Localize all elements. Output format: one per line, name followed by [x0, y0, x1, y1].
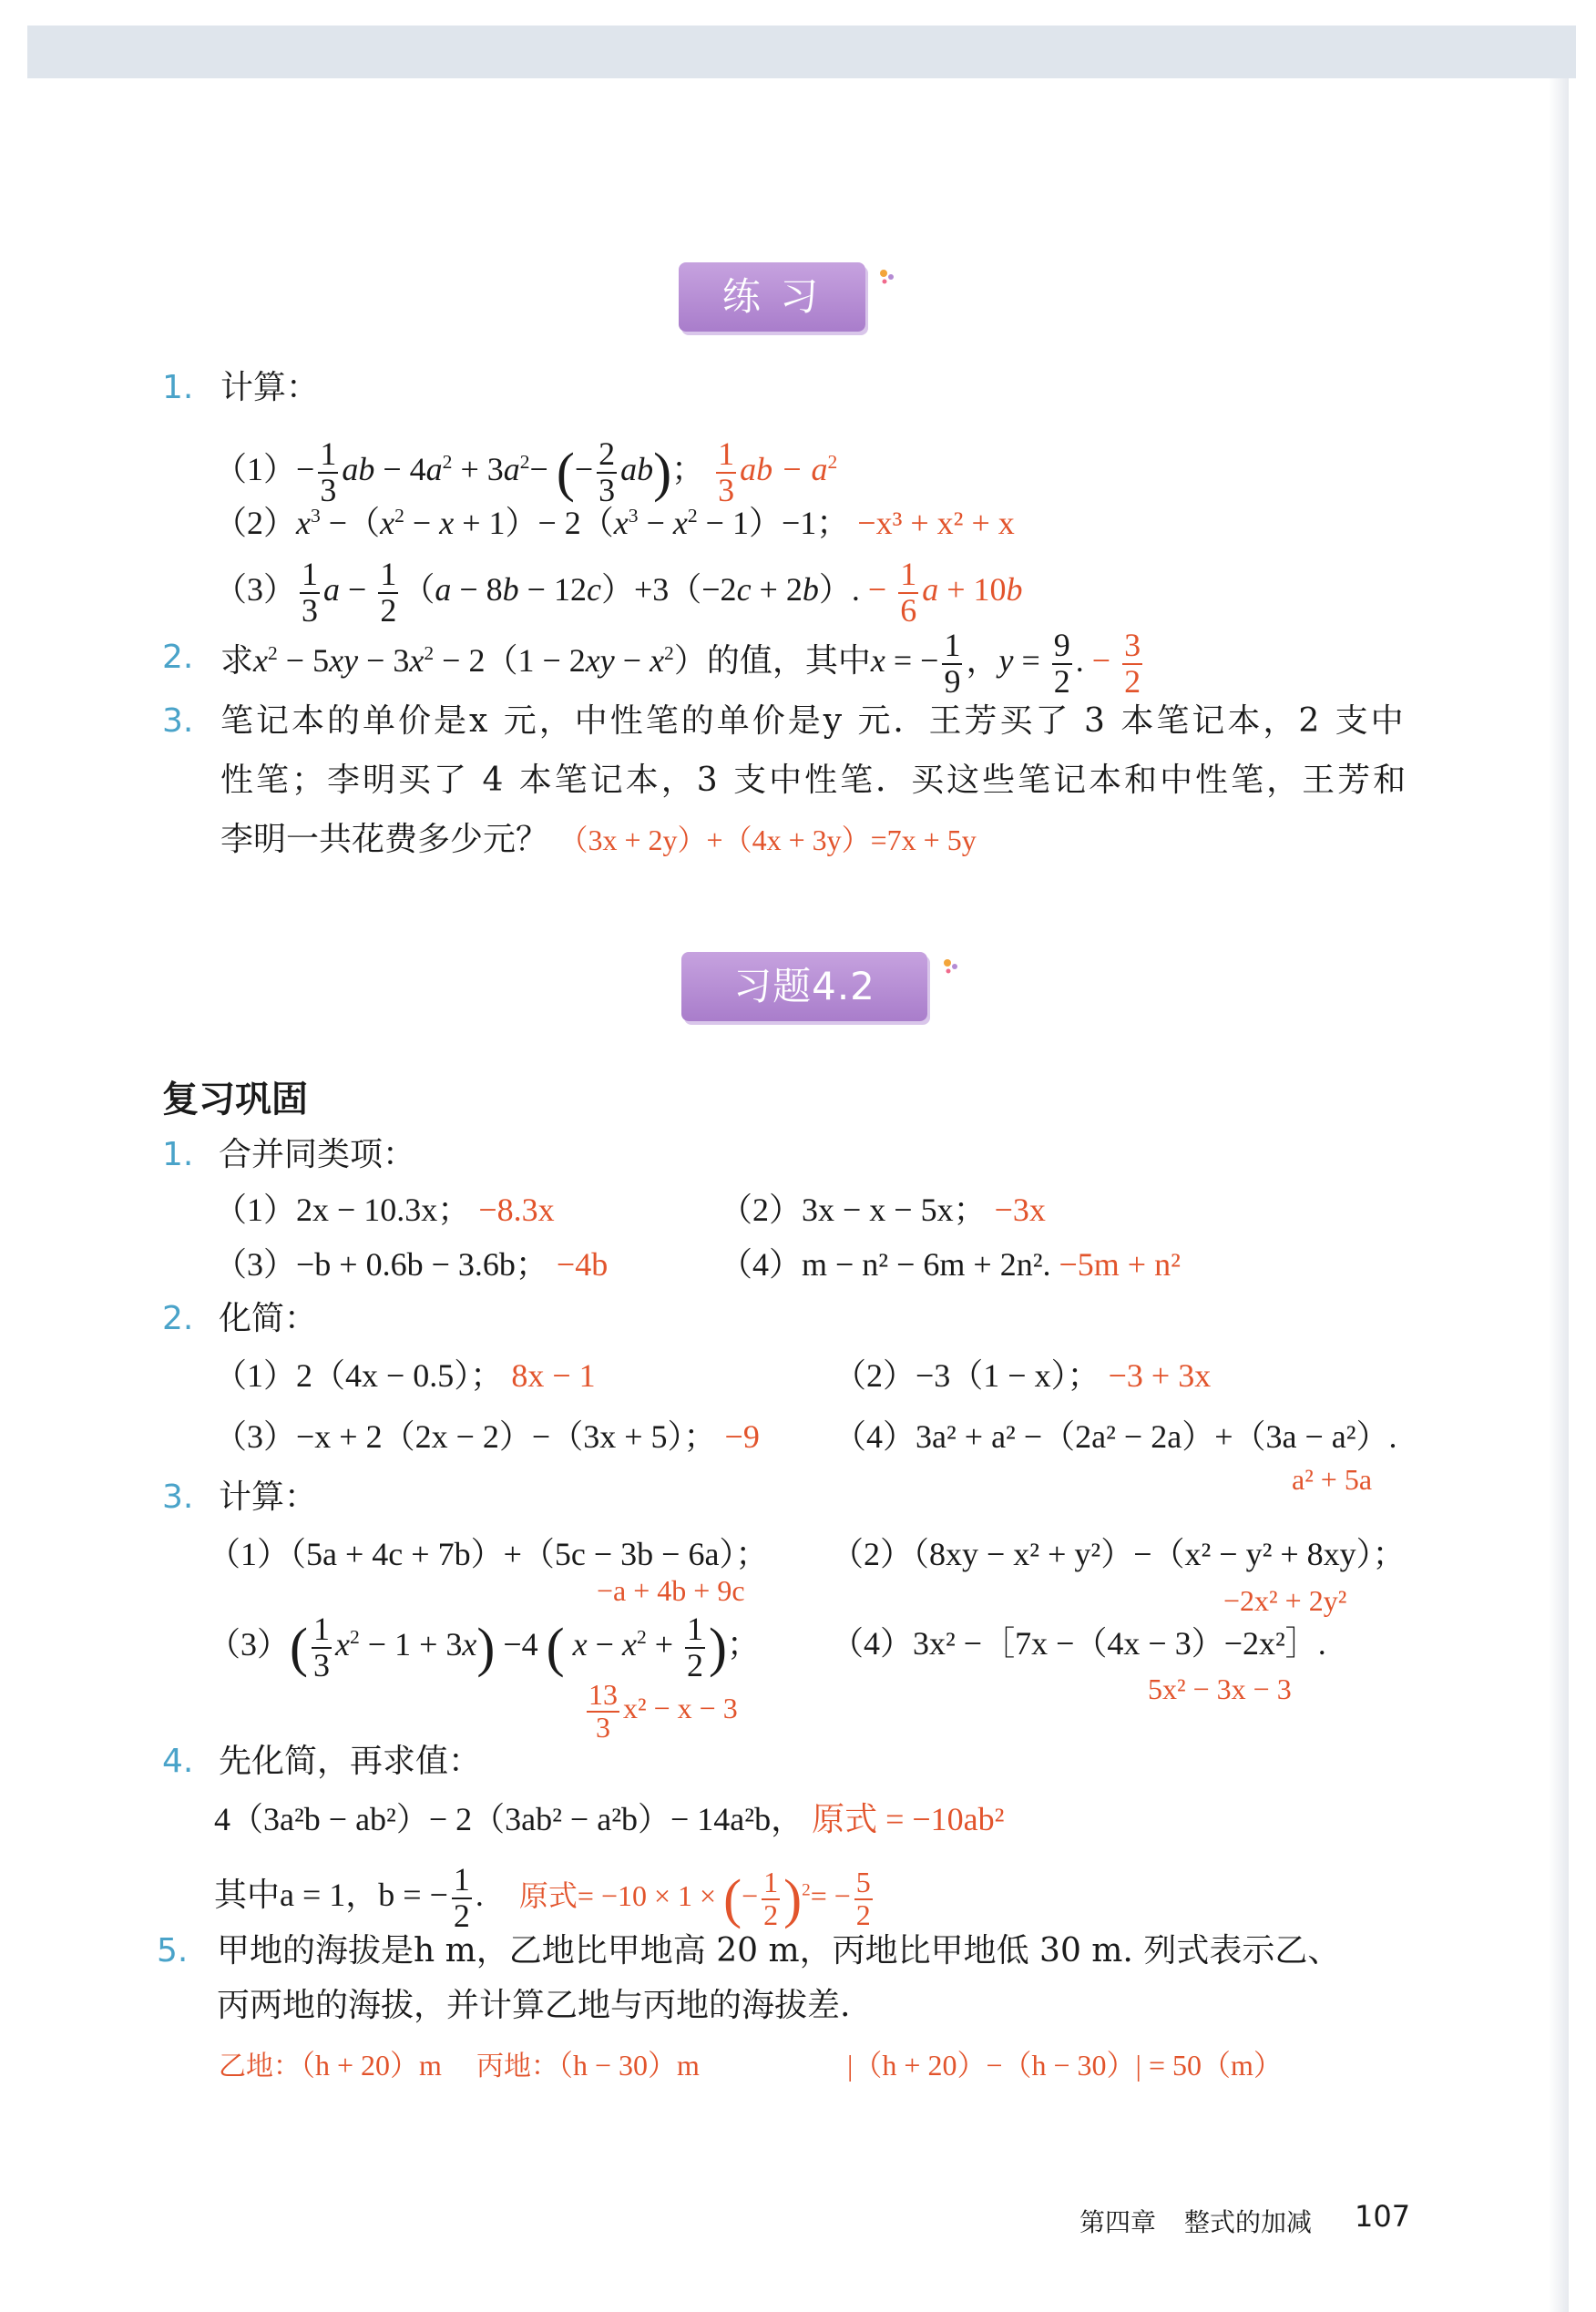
exercise-3-item-2: （2）（8xy − x² + y²）−（x² − y² + 8xy）；	[831, 1536, 1406, 1572]
practice-q2: 求$x^2 - 5xy - 3x^2 - 2(1 - 2xy - x^2)$的值，其中x = − $\frac{1}{9}$ ，y = $\frac{9}{2}$ . − $\frac{3}{2}$	[220, 626, 1141, 700]
question-number: 3.	[162, 1478, 194, 1516]
exercise-4-expr: 4（3a²b − ab²）− 2（3ab² − a²b）− 14a²b， 原式 = −10ab²	[214, 1801, 1005, 1837]
answer: 5x² − 3x − 3	[1148, 1673, 1292, 1705]
question-text: 计算：	[220, 369, 320, 406]
chapter-label: 第四章	[1079, 2207, 1157, 2237]
exercise-2-item-3: （3）−x + 2（2x − 2）−（3x + 5）； −9	[214, 1418, 760, 1455]
question-number: 3.	[162, 702, 194, 740]
decor-dots-icon	[943, 958, 959, 975]
answer: $\frac{13}{3}$ x² − x − 3	[588, 1678, 738, 1744]
exercise-1-item-4: （4）m − n² − 6m + 2n². −5m + n²	[720, 1246, 1181, 1283]
page-number: 107	[1355, 2199, 1411, 2234]
exercise-1-item-3: （3）−b + 0.6b − 3.6b； −4b	[214, 1246, 609, 1283]
answer: −x³ + x² + x	[857, 505, 1015, 541]
answer: a² + 5a	[1292, 1463, 1373, 1496]
exercise-badge: 习题4.2	[681, 952, 927, 1021]
answer: $\frac{1}{3}$ ab − $a^2$	[718, 435, 838, 508]
exercise-2-item-4: （4）3a² + a² −（2a² − 2a）+（3a − a²）.	[834, 1418, 1397, 1455]
practice-badge: 练 习	[679, 262, 865, 332]
question-number: 5.	[157, 1932, 189, 1969]
practice-q3-line2: 性笔；李明买了 4 本笔记本，3 支中性笔．买这些笔记本和中性笔，王芳和	[220, 762, 1409, 799]
exercise-2-item-2: （2）−3（1 − x）； −3 + 3x	[834, 1357, 1212, 1394]
exercise-3-item-4: （4）3x² −［7x −（4x − 3）−2x²］.	[831, 1625, 1326, 1662]
practice-q3-line1: 笔记本的单价是x 元，中性笔的单价是y 元．王芳买了 3 本笔记本，2 支中	[220, 702, 1407, 740]
question-number: 4.	[162, 1743, 194, 1780]
answer: |（h + 20）−（h − 30）| = 50（m）	[847, 2049, 1283, 2082]
question-number: 1.	[162, 369, 194, 406]
answer: −2x² + 2y²	[1223, 1584, 1347, 1617]
top-margin-band	[27, 26, 1576, 78]
exercise-3-item-3: （3）( $\frac{1}{3}$ $x^2 - 1 + 3x) -4$ ( $x - x^2$ + $\frac{1}{2}$ )；	[208, 1610, 761, 1683]
chapter-title: 整式的加减	[1184, 2207, 1313, 2237]
question-number: 2.	[162, 639, 194, 676]
exercise-5-line1: 甲地的海拔是h m，乙地比甲地高 20 m，丙地比甲地低 30 m. 列式表示乙、	[217, 1932, 1341, 1969]
decor-dots-icon	[879, 269, 895, 285]
exercise-2-item-1: （1）2（4x − 0.5）； 8x − 1	[214, 1357, 596, 1394]
section-heading: 复习巩固	[162, 1079, 308, 1120]
practice-item-1: （1）− $\frac{1}{3}$ ab − $4a^2 + 3a^2-$ (− $\frac{2}{3}$ ab)； $\frac{1}{3}$ ab − $a^2$	[214, 435, 838, 508]
exercise-3-item-1: （1）（5a + 4c + 7b）+（5c − 3b − 6a）；	[208, 1536, 769, 1572]
practice-q3-line3: 李明一共花费多少元？ （3x + 2y）+（4x + 3y）=7x + 5y	[220, 821, 977, 858]
exercise-1-item-2: （2）3x − x − 5x； −3x	[720, 1192, 1046, 1228]
answer: 乙地：（h + 20）m 丙地：（h − 30）m	[219, 2049, 700, 2082]
answer: （3x + 2y）+（4x + 3y）=7x + 5y	[558, 824, 977, 856]
answer: −a + 4b + 9c	[597, 1574, 745, 1607]
question-text: 先化简，再求值：	[219, 1743, 482, 1780]
question-number: 1.	[162, 1136, 194, 1173]
question-text: 合并同类项：	[219, 1136, 416, 1173]
practice-item-3: （3） $\frac{1}{3}$ a − $\frac{1}{2}$ （a − 8b − 12c）+3（−2c + 2b）. − $\frac{1}{6}$ a + 10b	[214, 555, 1023, 629]
page-edge-shadow	[1549, 78, 1569, 2312]
exercise-1-item-1: （1）2x − 10.3x； −8.3x	[214, 1192, 555, 1228]
practice-item-2: $(2)x^3 -(x^2 - x + 1)- 2(x^3 - x^2 - 1)-1$； −x³ + x² + x	[214, 505, 1015, 541]
question-text: 计算：	[219, 1478, 318, 1516]
exercise-5-line2: 丙两地的海拔，并计算乙地与丙地的海拔差.	[217, 1987, 851, 2024]
question-text: 化简：	[219, 1300, 318, 1337]
exercise-4-condition: 其中a = 1，b = − $\frac{1}{2}$ . 原式= −10 × 1 × (− $\frac{1}{2}$ )$^2$= − $\frac{5}{2}$	[214, 1860, 871, 1934]
question-number: 2.	[162, 1300, 194, 1337]
